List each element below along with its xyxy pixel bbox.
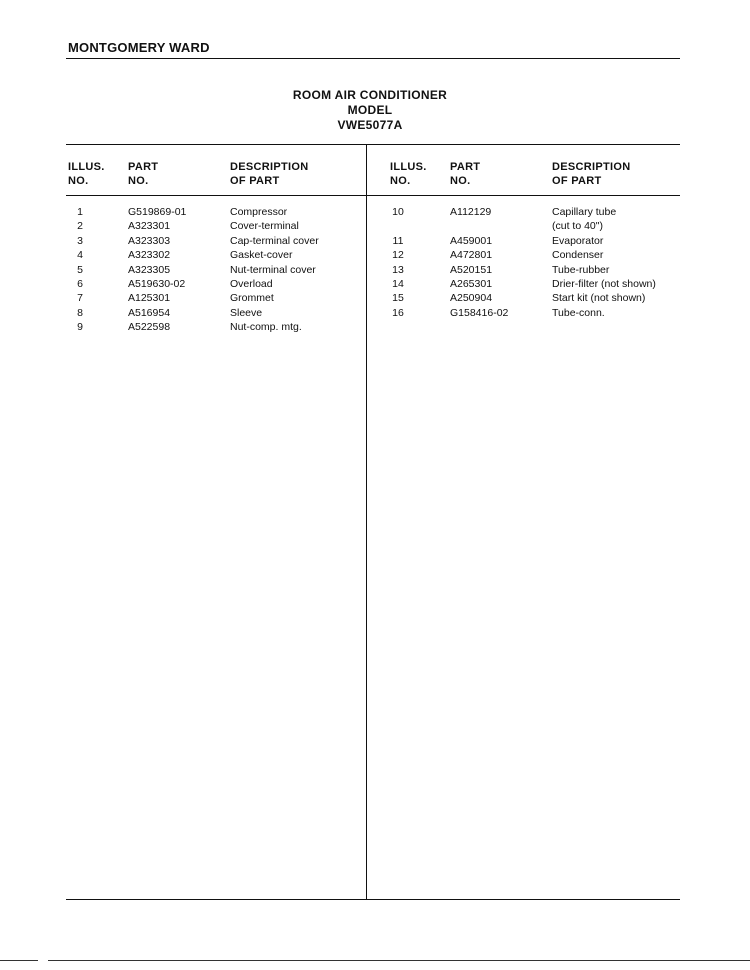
part-number: G519869-01: [128, 206, 187, 218]
header-desc-right: [552, 160, 630, 188]
illus-number: 8: [77, 306, 83, 319]
table-row: [68, 277, 319, 291]
illus-number: 3: [77, 234, 83, 247]
header-part-left: [128, 160, 158, 188]
part-description: Evaporator: [552, 234, 604, 247]
header-illus-line2: NO.: [390, 175, 411, 187]
part-description: Compressor: [230, 206, 288, 218]
footer-rule-left: [0, 960, 38, 961]
part-description: Start kit (not shown): [552, 292, 646, 305]
part-number: A520151: [450, 263, 493, 276]
footer-rule-right: [48, 960, 750, 961]
document-title: [270, 88, 470, 133]
part-description: (cut to 40"): [552, 220, 603, 233]
illus-number: 9: [77, 321, 83, 334]
part-description: Grommet: [230, 292, 274, 305]
header-desc-line1: DESCRIPTION: [552, 161, 631, 173]
illus-number: 12: [392, 249, 404, 262]
table-center-divider: [366, 144, 367, 899]
illus-number: 16: [392, 306, 404, 319]
title-line-1: ROOM AIR CONDITIONER: [292, 88, 448, 102]
part-number: A519630-02: [128, 277, 186, 290]
title-line-3: VWE5077A: [337, 118, 403, 132]
header-illus-line2: NO.: [68, 175, 89, 187]
part-description: Sleeve: [230, 306, 263, 319]
table-row: [68, 234, 319, 248]
header-part-line2: NO.: [128, 175, 149, 187]
illus-number: 10: [392, 206, 404, 218]
table-row: [68, 320, 319, 334]
part-number: A459001: [450, 234, 493, 247]
part-number: A472801: [450, 249, 493, 262]
table-row: [68, 205, 319, 219]
part-number: A323301: [128, 220, 171, 233]
table-top-rule: [66, 144, 680, 145]
parts-list-right: [386, 205, 656, 320]
table-row: [386, 248, 656, 262]
part-number: A323305: [128, 263, 171, 276]
part-description: Capillary tube: [552, 206, 617, 218]
table-row: [386, 263, 656, 277]
part-number: A522598: [128, 321, 171, 334]
illus-number: 4: [77, 249, 83, 262]
part-description: Cover-terminal: [230, 220, 299, 233]
illus-number: 1: [77, 206, 83, 218]
part-description: Nut-terminal cover: [230, 263, 316, 276]
illus-number: 14: [392, 277, 404, 290]
table-bottom-rule: [66, 899, 680, 900]
parts-list-left: [68, 205, 319, 335]
part-description: Nut-comp. mtg.: [230, 321, 302, 334]
table-row: [386, 291, 656, 305]
part-description: Tube-rubber: [552, 263, 610, 276]
table-row: [386, 219, 656, 233]
part-description: Cap-terminal cover: [230, 234, 319, 247]
part-description: Gasket-cover: [230, 249, 293, 262]
header-illus-left: [68, 160, 105, 188]
illus-number: 6: [77, 277, 83, 290]
header-part-line1: PART: [128, 161, 159, 173]
header-part-line2: NO.: [450, 175, 471, 187]
header-illus-right: [390, 160, 427, 188]
header-desc-left: [230, 160, 308, 188]
brand-divider: [66, 58, 680, 59]
part-description: Tube-conn.: [552, 306, 605, 319]
part-number: A265301: [450, 277, 493, 290]
part-description: Overload: [230, 277, 273, 290]
table-row: [68, 291, 319, 305]
header-desc-line2: OF PART: [230, 175, 280, 187]
illus-number: 2: [77, 220, 83, 233]
part-number: G158416-02: [450, 306, 509, 319]
table-row: [386, 234, 656, 248]
part-number: A323302: [128, 249, 171, 262]
table-row: [68, 306, 319, 320]
illus-number: 5: [77, 263, 83, 276]
header-desc-line2: OF PART: [552, 175, 602, 187]
illus-number: 15: [392, 292, 404, 305]
part-description: Drier-filter (not shown): [552, 277, 656, 290]
header-part-right: [450, 160, 480, 188]
part-number: A516954: [128, 306, 171, 319]
brand-name: MONTGOMERY WARD: [68, 40, 210, 55]
part-number: A125301: [128, 292, 171, 305]
table-header-rule: [66, 195, 680, 196]
header-part-line1: PART: [450, 161, 481, 173]
table-row: [68, 248, 319, 262]
illus-number: [386, 219, 410, 233]
table-row: [386, 205, 656, 219]
part-number: [450, 219, 552, 233]
table-row: [386, 277, 656, 291]
part-number: A250904: [450, 292, 493, 305]
header-illus-line1: ILLUS.: [390, 161, 427, 173]
title-line-2: MODEL: [347, 103, 393, 117]
header-illus-line1: ILLUS.: [68, 161, 105, 173]
illus-number: 11: [392, 234, 404, 247]
illus-number: 7: [77, 292, 83, 305]
table-row: [386, 306, 656, 320]
table-row: [68, 219, 319, 233]
header-desc-line1: DESCRIPTION: [230, 161, 309, 173]
part-number: A112129: [450, 206, 492, 218]
part-number: A323303: [128, 234, 171, 247]
illus-number: 13: [392, 263, 404, 276]
table-row: [68, 263, 319, 277]
part-description: Condenser: [552, 249, 604, 262]
